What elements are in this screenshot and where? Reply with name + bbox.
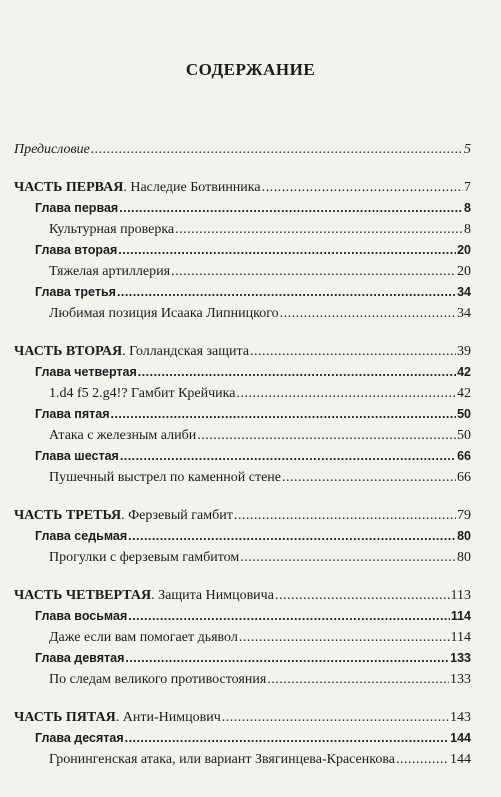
leader-dots — [262, 178, 463, 198]
leader-dots — [250, 342, 456, 362]
section-label: Пушечный выстрел по каменной стене — [49, 470, 282, 485]
page-number: 7 — [464, 180, 471, 195]
part-number: ЧАСТЬ ТРЕТЬЯ — [14, 508, 122, 523]
leader-dots — [138, 362, 456, 383]
preface-label: Предисловие — [14, 142, 90, 157]
chapter-label: Глава шестая — [35, 449, 119, 463]
leader-dots — [175, 219, 463, 240]
part-number: ЧАСТЬ ПЯТАЯ — [14, 710, 116, 725]
leader-dots — [280, 303, 456, 324]
leader-dots — [236, 383, 456, 404]
toc-chapter — [14, 404, 471, 425]
toc-chapter — [14, 648, 471, 669]
toc-section — [14, 467, 471, 488]
section-label: Атака с железным алиби — [49, 428, 197, 443]
page-number: 8 — [464, 222, 471, 237]
page-number: 39 — [457, 344, 471, 359]
page-number: 42 — [457, 386, 471, 401]
page-number: 80 — [457, 529, 471, 543]
toc-chapter — [14, 282, 471, 303]
part-name: . Голландская защита — [122, 344, 250, 359]
leader-dots — [125, 648, 449, 669]
section-label: Прогулки с ферзевым гамбитом — [49, 550, 240, 565]
part-number: ЧАСТЬ ПЕРВАЯ — [14, 180, 124, 195]
leader-dots — [240, 547, 456, 568]
toc-section — [14, 547, 471, 568]
leader-dots — [396, 749, 449, 770]
leader-dots — [222, 708, 449, 728]
page-number: 114 — [450, 630, 471, 645]
section-label: 1.d4 f5 2.g4!? Гамбит Крейчика — [49, 386, 236, 401]
toc-section — [14, 383, 471, 404]
table-of-contents — [14, 140, 471, 770]
page-number: 34 — [457, 285, 471, 299]
leader-dots — [91, 140, 463, 160]
section-label: По следам великого противостояния — [49, 672, 267, 687]
toc-chapter — [14, 526, 471, 547]
page-number: 143 — [450, 710, 471, 725]
toc-chapter — [14, 606, 471, 627]
page-number: 114 — [450, 609, 471, 623]
part-number: ЧАСТЬ ВТОРАЯ — [14, 344, 123, 359]
leader-dots — [234, 506, 456, 526]
leader-dots — [239, 627, 450, 648]
page-number: 50 — [457, 428, 471, 443]
chapter-label: Глава восьмая — [35, 609, 128, 623]
leader-dots — [111, 404, 457, 425]
page-number: 66 — [457, 449, 471, 463]
chapter-label: Глава третья — [35, 285, 116, 299]
toc-part — [14, 708, 471, 728]
leader-dots — [282, 467, 456, 488]
toc-section — [14, 261, 471, 282]
toc-section — [14, 749, 471, 770]
section-label: Тяжелая артиллерия — [49, 264, 171, 279]
toc-chapter — [14, 728, 471, 749]
chapter-label: Глава седьмая — [35, 529, 128, 543]
toc-section — [14, 627, 471, 648]
toc-section — [14, 669, 471, 690]
chapter-label: Глава пятая — [35, 407, 110, 421]
toc-section — [14, 219, 471, 240]
page-number: 42 — [457, 365, 471, 379]
leader-dots — [120, 446, 456, 467]
part-number: ЧАСТЬ ЧЕТВЕРТАЯ — [14, 588, 152, 603]
toc-part — [14, 342, 471, 362]
leader-dots — [119, 198, 463, 219]
toc-part — [14, 506, 471, 526]
toc-chapter — [14, 240, 471, 261]
toc-section — [14, 303, 471, 324]
leader-dots — [118, 240, 456, 261]
toc-chapter — [14, 362, 471, 383]
chapter-label: Глава девятая — [35, 651, 125, 665]
toc-chapter — [14, 446, 471, 467]
page-number: 79 — [457, 508, 471, 523]
page-number: 5 — [464, 142, 471, 157]
page-number: 20 — [457, 264, 471, 279]
section-label: Гронингенская атака, или вариант Звягинцева-Красенкова — [49, 752, 395, 767]
page-number: 20 — [457, 243, 471, 257]
page-number: 80 — [457, 550, 471, 565]
part-name: . Наследие Ботвинника — [123, 180, 261, 195]
chapter-label: Глава первая — [35, 201, 119, 215]
page-title: СОДЕРЖАНИЕ — [185, 60, 316, 79]
leader-dots — [275, 586, 450, 606]
leader-dots — [128, 606, 450, 627]
page-number: 133 — [450, 672, 471, 687]
page-number: 50 — [457, 407, 471, 421]
section-label: Культурная проверка — [49, 222, 175, 237]
part-name: . Анти-Нимцович — [115, 710, 221, 725]
section-label: Любимая позиция Исаака Липницкого — [49, 306, 279, 321]
leader-dots — [197, 425, 456, 446]
page-number: 144 — [450, 752, 471, 767]
toc-section — [14, 425, 471, 446]
part-name: . Защита Нимцовича — [151, 588, 274, 603]
leader-dots — [128, 526, 456, 547]
toc-part — [14, 586, 471, 606]
toc-chapter — [14, 198, 471, 219]
leader-dots — [171, 261, 456, 282]
page-number: 113 — [450, 588, 471, 603]
page-number: 8 — [464, 201, 471, 215]
chapter-label: Глава десятая — [35, 731, 124, 745]
toc-preface — [14, 140, 471, 160]
page-number: 133 — [450, 651, 471, 665]
page-number: 144 — [450, 731, 471, 745]
leader-dots — [117, 282, 456, 303]
leader-dots — [267, 669, 449, 690]
leader-dots — [125, 728, 450, 749]
page-number: 34 — [457, 306, 471, 321]
toc-part — [14, 178, 471, 198]
chapter-label: Глава вторая — [35, 243, 118, 257]
chapter-label: Глава четвертая — [35, 365, 137, 379]
part-name: . Ферзевый гамбит — [121, 508, 233, 523]
page-number: 66 — [457, 470, 471, 485]
section-label: Даже если вам помогает дьявол — [49, 630, 238, 645]
